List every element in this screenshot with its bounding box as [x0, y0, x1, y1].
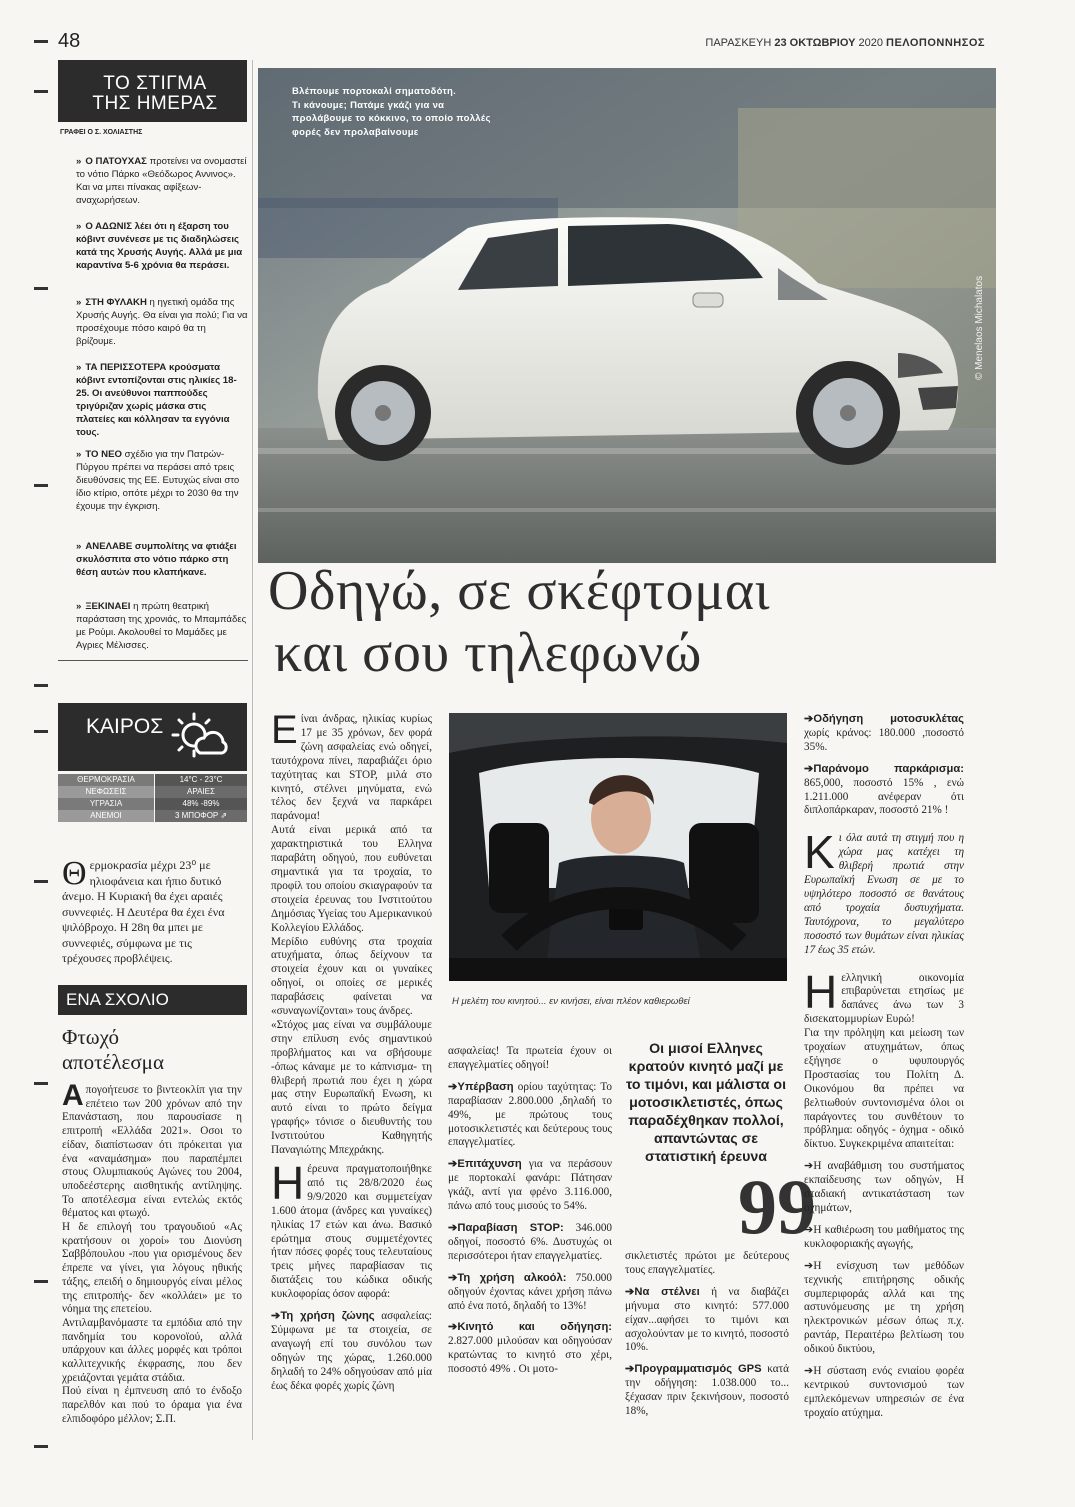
- hero-photo: [258, 68, 996, 563]
- item-text: 2.827.000 μιλούσαν και οδηγούσαν κρατώντας το κινητό στο χέρι, ποσοστό 49% . Οι μοτο-: [448, 1335, 612, 1376]
- driver-photo: [449, 713, 787, 981]
- margin-mark: [34, 684, 48, 687]
- article-paragraph-text: ι όλα αυτά τη στιγμή που η χώρα μας κατέχει τη θλιβερή πρωτιά στην Ευρωπαϊκή Ενωση σε με το υψηλότερο ποσοστό σε θανάτους από τροχαία δυστυχήματα. Ταυτόχρονα, το μεγαλύτερο ποσοστό των θυμάτων είναι ηλικίας 17 έως 35 ετών.: [804, 832, 964, 956]
- double-arrow-icon: »: [76, 601, 82, 612]
- requirement-item: ➔Η ενίσχυση των μεθόδων τεχνικής επιτήρησης οδικής συμπεριφοράς αλλά και της αστυνόμευσης με τη χρήση ηλεκτρονικών μέσων όπως π.χ. ραντάρ, Περαιτέρω βελτίωση του οδικού δικτύου,: [804, 1259, 964, 1356]
- article-column-3: [625, 1250, 789, 1427]
- double-arrow-icon: »: [76, 156, 82, 167]
- weather-title: ΚΑΙΡΟΣ: [86, 715, 164, 738]
- article-column-2: [448, 1045, 612, 1385]
- stigma-item-text: λέει ότι η έξαρση του κόβιντ συνένεσε με τις διαδηλώσεις κατά της Χρυσής Αυγής. Αλλά με μια καραντίνα 5-6 χρόνια θα περάσει.: [76, 221, 243, 271]
- weather-key: ΝΕΦΩΣΕΙΣ: [58, 786, 154, 798]
- item-text: 346.000 οδηγοί, ποσοστό 6%. Δυστυχώς οι περισσότεροι ήταν επαγγελματίες.: [448, 1221, 612, 1262]
- stigma-byline: ΓΡΑΦΕΙ Ο Σ. ΧΟΛΙΑΣΤΗΣ: [60, 129, 143, 136]
- double-arrow-icon: »: [76, 221, 82, 232]
- stigma-item-text: η πρώτη θεατρική παράσταση της χρονιάς, το Μπαμπάδες με Ρούμι. Ακολουθεί το Μαμάδες με Αγριες Μέλισσες.: [76, 601, 247, 651]
- stat-item: [448, 1272, 612, 1314]
- item-text: ορίου ταχύτητας: Το παραβίασαν 2.800.000 ,δηλαδή το 49%, με πρώτους τους μοτοσικλετιστές και δεύτερους τους επαγγελματίες.: [448, 1080, 612, 1149]
- item-text: 865,000, ποσοστό 15% , ενώ 1.211.000 ανέφεραν ότι διπλοπάρκαραν, ποσοστό 21% !: [804, 776, 964, 817]
- stigma-item-lead: ΞΕΚΙΝΑΕΙ: [85, 601, 131, 612]
- weather-value: 48% -89%: [155, 798, 247, 810]
- stigma-header: [58, 60, 247, 122]
- stigma-item-text: προτείνει να ονομαστεί το νότιο Πάρκο «Θεόδωρος Αννινος». Και να μπει πίνακας αφίξεων- αναχωρήσεων.: [76, 156, 247, 206]
- stigma-item-lead: ΤΟ ΝΕΟ: [85, 449, 122, 460]
- stat-item: [448, 1222, 612, 1264]
- double-arrow-icon: »: [76, 541, 82, 552]
- item-lead: ➔Τη χρήση ζώνης: [271, 1310, 375, 1323]
- article-paragraph: [804, 826, 964, 957]
- stigma-item-lead: Ο ΠΑΤΟΥΧΑΣ: [85, 156, 147, 167]
- margin-mark: [34, 730, 48, 733]
- photo-caption: Η μελέτη του κινητού... εν κινήσει, είναι πλέον καθιερωθεί: [452, 996, 690, 1007]
- weather-key: ΥΓΡΑΣΙΑ: [58, 798, 154, 810]
- stigma-item-lead: ΑΝΕΛΑΒΕ: [85, 541, 133, 552]
- stigma-item-lead: ΤΑ ΠΕΡΙΣΣΟΤΕΡΑ: [85, 362, 167, 373]
- requirement-item: ➔Η σύσταση ενός ενιαίου φορέα κεντρικού συντονισμού των εμπλεκόμενων υπηρεσιών σε ένα τροχαίο ατύχημα.: [804, 1365, 964, 1419]
- dropcap: Θ: [62, 855, 87, 892]
- article-column-1: [271, 708, 432, 1158]
- stigma-item: [76, 155, 248, 207]
- quote-mark-icon: 99: [738, 1163, 816, 1250]
- stat-item: [448, 1321, 612, 1377]
- margin-mark: [34, 1445, 48, 1448]
- comment-heading-line1: Φτωχό: [62, 1025, 119, 1049]
- item-lead: ➔Οδήγηση μοτοσυκλέτας: [804, 713, 964, 725]
- item-lead: ➔Να στέλνει: [625, 1285, 700, 1298]
- weather-row: [58, 798, 247, 810]
- photo-credit-text: © Menelaos Michalatos: [974, 275, 985, 380]
- requirement-item: ➔Η αναβάθμιση του συστήματος εκπαίδευσης των οδηγών, Η σταδιακή αντικατάσταση των οχημάτων,: [804, 1160, 964, 1214]
- requirement-item: ➔Η καθιέρωση του μαθήματος της κυκλοφοριακής αγωγής,: [804, 1223, 964, 1250]
- double-arrow-icon: »: [76, 449, 82, 460]
- article-paragraph: έρευνα πραγματοποιήθηκε από τις 28/8/2020 έως 9/9/2020 και συμμετείχαν 1.600 άτομα (άνδρες και γυναίκες) ηλικίας 17 ετών και άνω. Βασικό ερώτημα στους συμμετέχοντες ήταν πόσες φορές τους τελευταίους τρεις μήνες παραβίασαν τις διατάξεις του κώδικα οδικής κυκλοφορίας όσον αφορά:: [271, 1163, 432, 1301]
- item-text: ή να διαβάζει μήνυμα στο κινητό: 577.000 είχαν...αφήσει το τιμόνι και ασχολούνταν με το κινητό, ποσοστό 10%.: [625, 1285, 789, 1354]
- margin-mark: [34, 880, 48, 883]
- dropcap: Η: [271, 1157, 305, 1209]
- headline-line1: Οδηγώ, σε σκέφτομαι: [268, 560, 771, 622]
- stigma-item: [76, 361, 248, 439]
- driver-phone-photo: [449, 713, 787, 981]
- weather-row: [58, 786, 247, 798]
- pull-quote: Οι μισοί Ελληνες κρατούν κινητό μαζί με το τιμόνι, και μάλιστα οι μοτοσικλετιστές, όπως παραδέχθηκαν πολλοί, απαντώντας σε στατιστική έρευνα: [625, 1041, 787, 1165]
- stat-item: [448, 1081, 612, 1151]
- article-paragraph: Μερίδιο ευθύνης στα τροχαία ατυχήματα, όπως δείχνουν τα στοιχεία έχουν και οι γυναίκες οδηγοί, οι οποίες σε μερικές παραβάσεις φαίνεται να «συναγωνίζονται» τους άνδρες.: [271, 935, 432, 1018]
- hero-caption: [292, 85, 522, 139]
- weather-value: ΑΡΑΙΕΣ: [155, 786, 247, 798]
- margin-mark: [34, 90, 48, 93]
- item-text: για να περάσουν με πορτοκαλί φανάρι: Πάτησαν γκάζι, αντί για φρένο 3.116.000, πάνω από τους μισούς το 54%.: [448, 1158, 612, 1213]
- weather-key: ΘΕΡΜΟΚΡΑΣΙΑ: [58, 774, 154, 786]
- margin-mark: [34, 40, 48, 43]
- hero-caption-line: φορές δεν προλαβαίνουμε: [292, 126, 419, 138]
- double-arrow-icon: »: [76, 297, 82, 308]
- comment-paragraph: πογοήτευσε το βιντεοκλίπ για την επέτειο των 200 χρόνων από την Επανάσταση, που παρουσίασε η επιτροπή «Ελλάδα 2021». Οσοι το είδαν, διαπίστωσαν ότι πρόκειται για ένα «αναμάσημα» που παραπέμπει στους Ολυμπιακούς Αγώνες του 2004, υποδεέστερης αισθητικής αντίληψης. Το αποτέλεσμα είναι εντελώς εκτός θέματος και φτωχό.: [62, 1084, 242, 1220]
- comment-paragraph: Αντιλαμβανόμαστε τα εμπόδια από την πανδημία του κορονοϊού, αλλά υπάρχουν και άλλες μορφές και τρόποι καλλιτεχνικής έκφρασης, που δεν χρειάζονται γεμάτα στάδια.: [62, 1316, 242, 1384]
- date-line: [705, 37, 985, 49]
- article-paragraph: σικλετιστές πρώτοι με δεύτερους τους επαγγελματίες.: [625, 1250, 789, 1276]
- hero-caption-line: Τι κάνουμε; Πατάμε γκάζι για να: [292, 99, 445, 111]
- stigma-item-text: συμπολίτης να φτιάξει σκυλόσπιτα στο νότιο πάρκο στη θέση αυτών που κλαπήκανε.: [76, 541, 237, 578]
- weather-header: [58, 703, 247, 771]
- margin-mark: [34, 484, 48, 487]
- margin-mark: [34, 1280, 48, 1283]
- dropcap: Ε: [271, 708, 298, 752]
- item-lead: ➔Προγραμματισμός GPS: [625, 1363, 762, 1376]
- weather-value: 14°C - 23°C: [155, 774, 247, 786]
- article-paragraph-text: Για την πρόληψη και μείωση των τροχαίων ατυχημάτων, όπως εξήγησε ο υφυπουργός Προστασίας του Πολίτη Δ. Οικονόμου θα πρέπει να βελτιωθούν συντονισμένα όλοι οι παράγοντες του συνθέτουν το πρόβλημα: οδηγός - όχημα - οδικό δίκτυο. Συγκεκριμένα απαιτείται:: [804, 1027, 964, 1151]
- stat-item: [804, 763, 964, 819]
- item-text: χωρίς κράνος: 180.000 ,ποσοστό 35%.: [804, 726, 964, 753]
- stigma-title-line1: ΤΟ ΣΤΙΓΜΑ: [103, 73, 207, 94]
- hero-caption-line: προλάβουμε το κόκκινο, το οποίο πολλές: [292, 113, 491, 124]
- dropcap: Κ: [804, 826, 835, 879]
- item-text: κατά την οδήγηση: 1.038.000 το... ξέχασαν πριν ξεκινήσουν, ποσοστό 18%,: [625, 1363, 789, 1418]
- comment-heading: [62, 1025, 242, 1075]
- stat-item: [448, 1158, 612, 1214]
- stigma-item: [76, 600, 248, 652]
- stigma-item-lead: Ο ΑΔΩΝΙΣ: [85, 221, 132, 232]
- stigma-item-text: κρούσματα κόβιντ εντοπίζονται στις ηλικίες 18-25. Οι ανεύθυνοι παππούδες τριγύριζαν χωρίς μάσκα στις πλατείες και κόλλησαν τα εγγόνια τους.: [76, 362, 237, 438]
- article-paragraph: Αυτά είναι μερικά από τα χαρακτηριστικά του Ελληνα παραβάτη οδηγού, που ευθύνεται σημαντικά για τα τροχαία, το προφίλ του οποίου σκιαγραφούν τα στοιχεία έρευνας του Ινστιτούτου Δημόσιας Υγείας του Αμερικανικού Κολλεγίου Ελλάδος.: [271, 824, 432, 934]
- stat-item: [804, 713, 964, 755]
- column-divider: [252, 60, 253, 1440]
- comment-body: [62, 1079, 242, 1427]
- item-lead: ➔Υπέρβαση: [448, 1080, 514, 1093]
- date: 23 ΟΚΤΩΒΡΙΟΥ: [774, 37, 856, 49]
- margin-mark: [34, 287, 48, 290]
- article-paragraph: ίναι άνδρας, ηλικίας κυρίως 17 με 35 χρόνων, δεν φορά ζώνη ασφαλείας ενώ οδηγεί, ταυτόχρονα πίνει, παραβιάζει όριο ταχύτητας και STOP, μιλά στο κινητό, στέλνει μηνύματα, ενώ τέλος δεν ξεχνά να παρκάρει παράνομα!: [271, 713, 432, 823]
- hero-caption-line: Βλέπουμε πορτοκαλί σηματοδότη.: [292, 86, 457, 97]
- stigma-title: [80, 74, 230, 114]
- stigma-item-text: η ηγετική ομάδα της Χρυσής Αυγής. Θα είναι για πολύ; Για να προσέχουμε πόσο καιρό θα τη βρίζουμε.: [76, 297, 248, 347]
- weather-text-body: ερμοκρασία μέχρι 23⁰ με ηλιοφάνεια και ήπιο δυτικό άνεμο. Η Κυριακή θα έχει αραιές συννεφιές. Η Δευτέρα θα έχει ένα ψιλόβροχο. Η 28η θα μπει με συννεφιές, σύμφωνα με τις τρέχουσες προβλέψεις.: [62, 858, 225, 965]
- stigma-item: [76, 448, 248, 513]
- item-lead: ➔Κινητό και οδήγηση:: [448, 1321, 612, 1334]
- photo-credit: [962, 240, 985, 380]
- article-paragraph: ασφαλείας! Τα πρωτεία έχουν οι επαγγελματίες οδηγοί!: [448, 1045, 612, 1071]
- weather-key: ΑΝΕΜΟΙ: [58, 810, 154, 822]
- item-lead: ➔Επιτάχυνση: [448, 1158, 522, 1171]
- weather-row: [58, 810, 247, 822]
- weather-value: 3 ΜΠΟΦΟΡ ⇗: [155, 810, 247, 822]
- car-photo: [258, 68, 996, 563]
- article-headline: [268, 560, 988, 684]
- item-lead: ➔Παράνομο παρκάρισμα:: [804, 762, 964, 775]
- headline-line2: και σου τηλεφωνώ: [274, 622, 702, 684]
- double-arrow-icon: »: [76, 362, 82, 373]
- weather-row: [58, 774, 247, 786]
- stigma-item-lead: ΣΤΗ ΦΥΛΑΚΗ: [85, 297, 147, 308]
- stigma-item: [76, 296, 248, 348]
- item-text: 750.000 οδηγούν έχοντας κάνει χρήση πάνω από ένα ποτό, δηλαδή το 13%!: [448, 1271, 612, 1312]
- stat-item: [625, 1286, 789, 1356]
- article-column-1-lower: [271, 1157, 432, 1394]
- weather-table: [58, 774, 247, 822]
- year: 2020: [858, 37, 883, 49]
- weather-forecast-text: [62, 855, 242, 967]
- stigma-item-text: σχέδιο για την Πατρών-Πύργου πρέπει να περάσει από τρεις διευθύνσεις της ΕΕ. Ευτυχώς είναι στο ίδιο κτίριο, οπότε μέχρι το 2030 θα την έχουμε την έγκριση.: [76, 449, 240, 512]
- dropcap: Η: [804, 965, 838, 1018]
- article-column-4: [804, 713, 964, 1429]
- stigma-title-line2: ΤΗΣ ΗΜΕΡΑΣ: [92, 93, 218, 114]
- comment-paragraph: Πού είναι η έμπνευση από το ένδοξο παρελθόν και πού το όραμα για ένα ελπιδοφόρο μέλλον; Σ.Π.: [62, 1385, 242, 1425]
- comment-label: ΕΝΑ ΣΧΟΛΙΟ: [66, 990, 169, 1009]
- stigma-item: [76, 220, 248, 272]
- comment-header: [58, 985, 247, 1015]
- article-paragraph-text: ελληνική οικονομία επιβαρύνεται ετησίως με δαπάνες άνω των 3 δισεκατομμυρίων Ευρώ!: [804, 971, 964, 1026]
- article-paragraph: [804, 965, 964, 1153]
- comment-paragraph: Η δε επιλογή του τραγουδιού «Ας κρατήσουν οι χοροί» του Διονύση Σαββόπουλου -που για ορισμένους δεν έπρεπε να γίνει, για λόγους ηθικής τάξης, επειδή ο δημιουργός είναι μέλος της επιτροπής- δεν «κολλάει» με το νόημα της επετείου.: [62, 1221, 242, 1316]
- item-text: ασφαλείας: Σύμφωνα με τα στοιχεία, σε αναγωγή επί του συνόλου των οδηγών της χώρας, 1.260.000 δηλαδή το 24% οδηγούσαν από μία έως δέκα φορές χωρίς ζώνη: [271, 1310, 432, 1392]
- item-lead: ➔Παραβίαση STOP:: [448, 1221, 564, 1234]
- stigma-item: [76, 540, 248, 579]
- publication-name: ΠΕΛΟΠΟΝΝΗΣΟΣ: [886, 37, 985, 49]
- comment-heading-line2: αποτέλεσμα: [62, 1050, 164, 1074]
- divider: [58, 660, 248, 661]
- item-lead: ➔Τη χρήση αλκοόλ:: [448, 1271, 567, 1284]
- dropcap: Α: [62, 1079, 84, 1112]
- stat-item: [625, 1363, 789, 1419]
- page-number: 48: [58, 30, 81, 52]
- article-paragraph: «Στόχος μας είναι να συμβάλουμε στην επίλυση ενός σημαντικού προβλήματος και να σβήσουμε -όπως κάναμε με το κάπνισμα- τη θλιβερή πρωτιά που έχει η χώρα μας στην Ευρωπαϊκή Ενωση, κι αυτό είναι το πρώτο δείγμα γραφής» τόνισε ο διευθυντής του Ινστιτούτου Καθηγητής Παναγιώτης Μπεχράκης.: [271, 1018, 432, 1157]
- margin-mark: [34, 1082, 48, 1085]
- day: ΠΑΡΑΣΚΕΥΗ: [705, 37, 772, 49]
- sun-cloud-icon: [170, 711, 230, 763]
